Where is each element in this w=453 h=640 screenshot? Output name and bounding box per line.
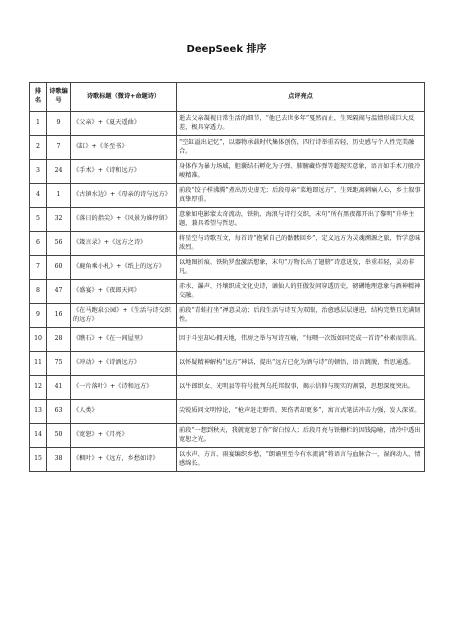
- cell-poem-title: 《瞧石》+《在一间屋里》: [71, 328, 177, 352]
- header-poem-number: 诗歌编号: [47, 83, 71, 112]
- cell-poem-number: 9: [47, 112, 71, 136]
- cell-comment: 前段“青蛙打坐”禅意灵动；后段生活与诗互为双眼，治愈感层层递进，结构完整且充满韧性。: [177, 304, 425, 328]
- cell-comment: 将星空与诗歌互文，每首诗“抱紧自己的骷髅回乡”，定义远方为灵魂溯源之旅，哲学意味浓烈。: [177, 232, 425, 256]
- cell-poem-number: 50: [47, 424, 71, 448]
- cell-poem-title: 《手术》+《诗和远方》: [71, 160, 177, 184]
- cell-rank: 12: [30, 376, 47, 400]
- cell-poem-number: 60: [47, 256, 71, 280]
- cell-poem-title: 《在马跑泉公园》+《生活与诗交织的远方》: [71, 304, 177, 328]
- cell-comment: 前段“一想到秋天，我就宽恕了你”留白惊人；后段月亮与铁栅栏的因钱隐喻，清冷中透出宽恕之光。: [177, 424, 425, 448]
- cell-poem-number: 1: [47, 184, 71, 208]
- cell-rank: 8: [30, 280, 47, 304]
- cell-rank: 14: [30, 424, 47, 448]
- table-row: [30, 304, 425, 328]
- cell-rank: 5: [30, 208, 47, 232]
- table-row: [30, 184, 425, 208]
- cell-rank: 13: [30, 400, 47, 424]
- ranking-table: [29, 82, 425, 472]
- table-row: [30, 232, 425, 256]
- cell-rank: 3: [30, 160, 47, 184]
- cell-poem-title: 《鹿角乘小札》+《纸上的远方》: [71, 256, 177, 280]
- cell-poem-number: 38: [47, 448, 71, 472]
- cell-poem-title: 《父亲》+《夏天遥曲》: [71, 112, 177, 136]
- cell-comment: 以牛郎织女、光明县等符号批判乌托邦叙事，揭示信仰与现实的割裂，思想深度突出。: [177, 376, 425, 400]
- cell-poem-number: 28: [47, 328, 71, 352]
- table-row: [30, 112, 425, 136]
- header-poem-title: 诗歌标题（微诗+命题诗）: [71, 83, 177, 112]
- header-comment: 点评亮点: [177, 83, 425, 112]
- table-row: [30, 280, 425, 304]
- cell-poem-title: 《古镇水边》+《母亲的诗与远方》: [71, 184, 177, 208]
- cell-rank: 11: [30, 352, 47, 376]
- cell-poem-title: 《一片落叶》+《诗和远方》: [71, 376, 177, 400]
- cell-poem-title: 《缸》+《冬至书》: [71, 136, 177, 160]
- cell-poem-title: 《冲动》+《诗酒远方》: [71, 352, 177, 376]
- cell-comment: 以怀疑精神解构“远方”神话，提出“远方已化为酒与诗”的顿悟，语言跳脱，哲思通透。: [177, 352, 425, 376]
- table-row: [30, 256, 425, 280]
- table-row: [30, 376, 425, 400]
- table-row: [30, 448, 425, 472]
- cell-rank: 7: [30, 256, 47, 280]
- cell-poem-title: 《箴言录》+《远方之诗》: [71, 232, 177, 256]
- cell-comment: 意象如电影蒙太奇流动，铁轨、海浪与诗行交织，末句“所有黑夜都开出了黎明”升华主题，兼具希望与哲思。: [177, 208, 425, 232]
- table-row: [30, 328, 425, 352]
- cell-rank: 2: [30, 136, 47, 160]
- cell-rank: 6: [30, 232, 47, 256]
- cell-poem-title: 《盛宴》+《夜郎天问》: [71, 280, 177, 304]
- cell-comment: 以地图折痕、铁轨罗盘激活想象，末句“万物长出了翅膀”诗意迸发，举重若轻，灵动非凡。: [177, 256, 425, 280]
- document-title: DeepSeek 排序: [186, 44, 267, 55]
- cell-rank: 10: [30, 328, 47, 352]
- cell-comment: 尖锐质问文明悖论，“枪声赶走野兽，死伤者却更多”，寓言式笔法冲击力强，发人深省。: [177, 400, 425, 424]
- table-row: [30, 400, 425, 424]
- cell-rank: 4: [30, 184, 47, 208]
- cell-poem-title: 《宽恕》+《月亮》: [71, 424, 177, 448]
- cell-comment: “空缸溢出记忆”，以器物承载时代集体创伤，四行诗举重若轻，历史感与个人性完美融合。: [177, 136, 425, 160]
- cell-comment: 逝去父亲凝视日常生活的细节，“他已去世多年”戛然而止，生死隔阂与温情形成巨大反差，极具穿透力。: [177, 112, 425, 136]
- cell-poem-number: 63: [47, 400, 71, 424]
- cell-poem-title: 《枫叶》+《远方，乡愁如诗》: [71, 448, 177, 472]
- cell-poem-title: 《人类》: [71, 400, 177, 424]
- cell-poem-number: 75: [47, 352, 71, 376]
- cell-poem-number: 24: [47, 160, 71, 184]
- cell-rank: 9: [30, 304, 47, 328]
- cell-comment: 身体作为暴力场域，胆囊结石孵化为子弹、肺腑藏炸弹等超现实意象，语言如手术刀般冷峻精准。: [177, 160, 425, 184]
- cell-poem-title: 《落日的指尖》+《风景为谁停留》: [71, 208, 177, 232]
- table-row: [30, 160, 425, 184]
- cell-comment: 以水声、方言、雨宴编织乡愁，“朗诵里至今有水流淌”将语言与血脉合一，湿润动人，情感绵长。: [177, 448, 425, 472]
- table-body: [30, 112, 425, 472]
- cell-rank: 15: [30, 448, 47, 472]
- table-row: [30, 352, 425, 376]
- table-row: [30, 136, 425, 160]
- table-row: [30, 208, 425, 232]
- cell-comment: 前段“饺子样沸腾”煮出历史虚无；后段母亲“菜地即远方”，生死距离刺痛人心，乡土叙事真挚厚重。: [177, 184, 425, 208]
- cell-poem-number: 56: [47, 232, 71, 256]
- cell-poem-number: 16: [47, 304, 71, 328]
- table-row: [30, 424, 425, 448]
- cell-comment: 因于斗室却心拥天地，伟房之举与写诗互喻，“每喂一次饭如同完成一首诗”朴素而崇高。: [177, 328, 425, 352]
- cell-poem-number: 47: [47, 280, 71, 304]
- cell-comment: 赤水、瀑声、丹壤织成文化史诗，谪仙人的狂傲发问穿透历史，磅礴地理意象与酒神精神交融。: [177, 280, 425, 304]
- cell-poem-number: 32: [47, 208, 71, 232]
- header-rank: 排名: [30, 83, 47, 112]
- cell-rank: 1: [30, 112, 47, 136]
- cell-poem-number: 41: [47, 376, 71, 400]
- table-header-row: [30, 83, 425, 112]
- cell-poem-number: 7: [47, 136, 71, 160]
